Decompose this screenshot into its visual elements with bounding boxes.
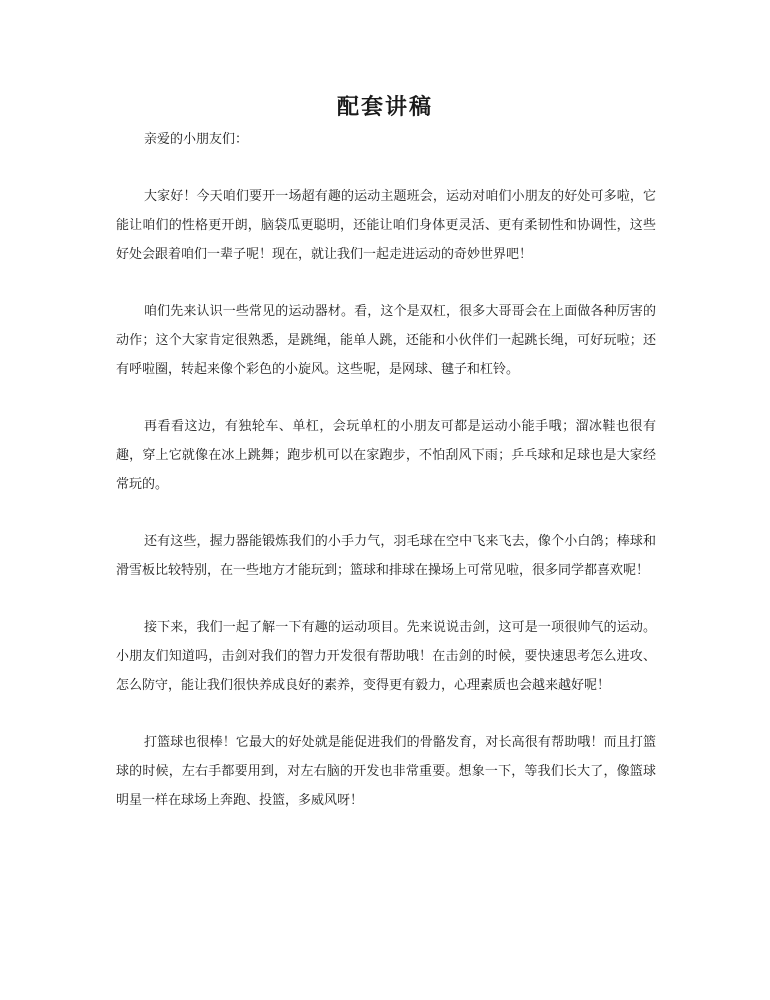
paragraph-4: 还有这些，握力器能锻炼我们的小手力气，羽毛球在空中飞来飞去，像个小白鸽；棒球和滑雪板比较特别，在一些地方才能玩到；篮球和排球在操场上可常见啦，很多同学都喜欢呢！ xyxy=(116,534,656,578)
paragraph-1: 大家好！今天咱们要开一场超有趣的运动主题班会，运动对咱们小朋友的好处可多啦，它能让咱们的性格更开朗，脑袋瓜更聪明，还能让咱们身体更灵活、更有柔韧性和协调性，这些好处会跟着咱们一辈子呢！现在，就让我们一起走进运动的奇妙世界吧！ xyxy=(116,189,656,262)
paragraph-2: 咱们先来认识一些常见的运动器材。看，这个是双杠，很多大哥哥会在上面做各种厉害的动作；这个大家肯定很熟悉，是跳绳，能单人跳，还能和小伙伴们一起跳长绳，可好玩啦；还有呼啦圈，转起来像个彩色的小旋风。这些呢，是网球、毽子和杠铃。 xyxy=(116,304,656,377)
document-body xyxy=(116,126,656,815)
paragraph-3: 再看看这边，有独轮车、单杠，会玩单杠的小朋友可都是运动小能手哦；溜冰鞋也很有趣，穿上它就像在冰上跳舞；跑步机可以在家跑步，不怕刮风下雨；乒乓球和足球也是大家经常玩的。 xyxy=(116,419,656,492)
paragraph-6: 打篮球也很棒！它最大的好处就是能促进我们的骨骼发育，对长高很有帮助哦！而且打篮球的时候，左右手都要用到，对左右脑的开发也非常重要。想象一下，等我们长大了，像篮球明星一样在球场上奔跑、投篮，多威风呀！ xyxy=(116,735,656,808)
document-title: 配套讲稿 xyxy=(336,94,433,120)
paragraph-5: 接下来，我们一起了解一下有趣的运动项目。先来说说击剑，这可是一项很帅气的运动。小朋友们知道吗，击剑对我们的智力开发很有帮助哦！在击剑的时候，要快速思考怎么进攻、怎么防守，能让我们很快养成良好的素养，变得更有毅力，心理素质也会越来越好呢！ xyxy=(116,620,656,693)
salutation: 亲爱的小朋友们： xyxy=(144,132,249,147)
